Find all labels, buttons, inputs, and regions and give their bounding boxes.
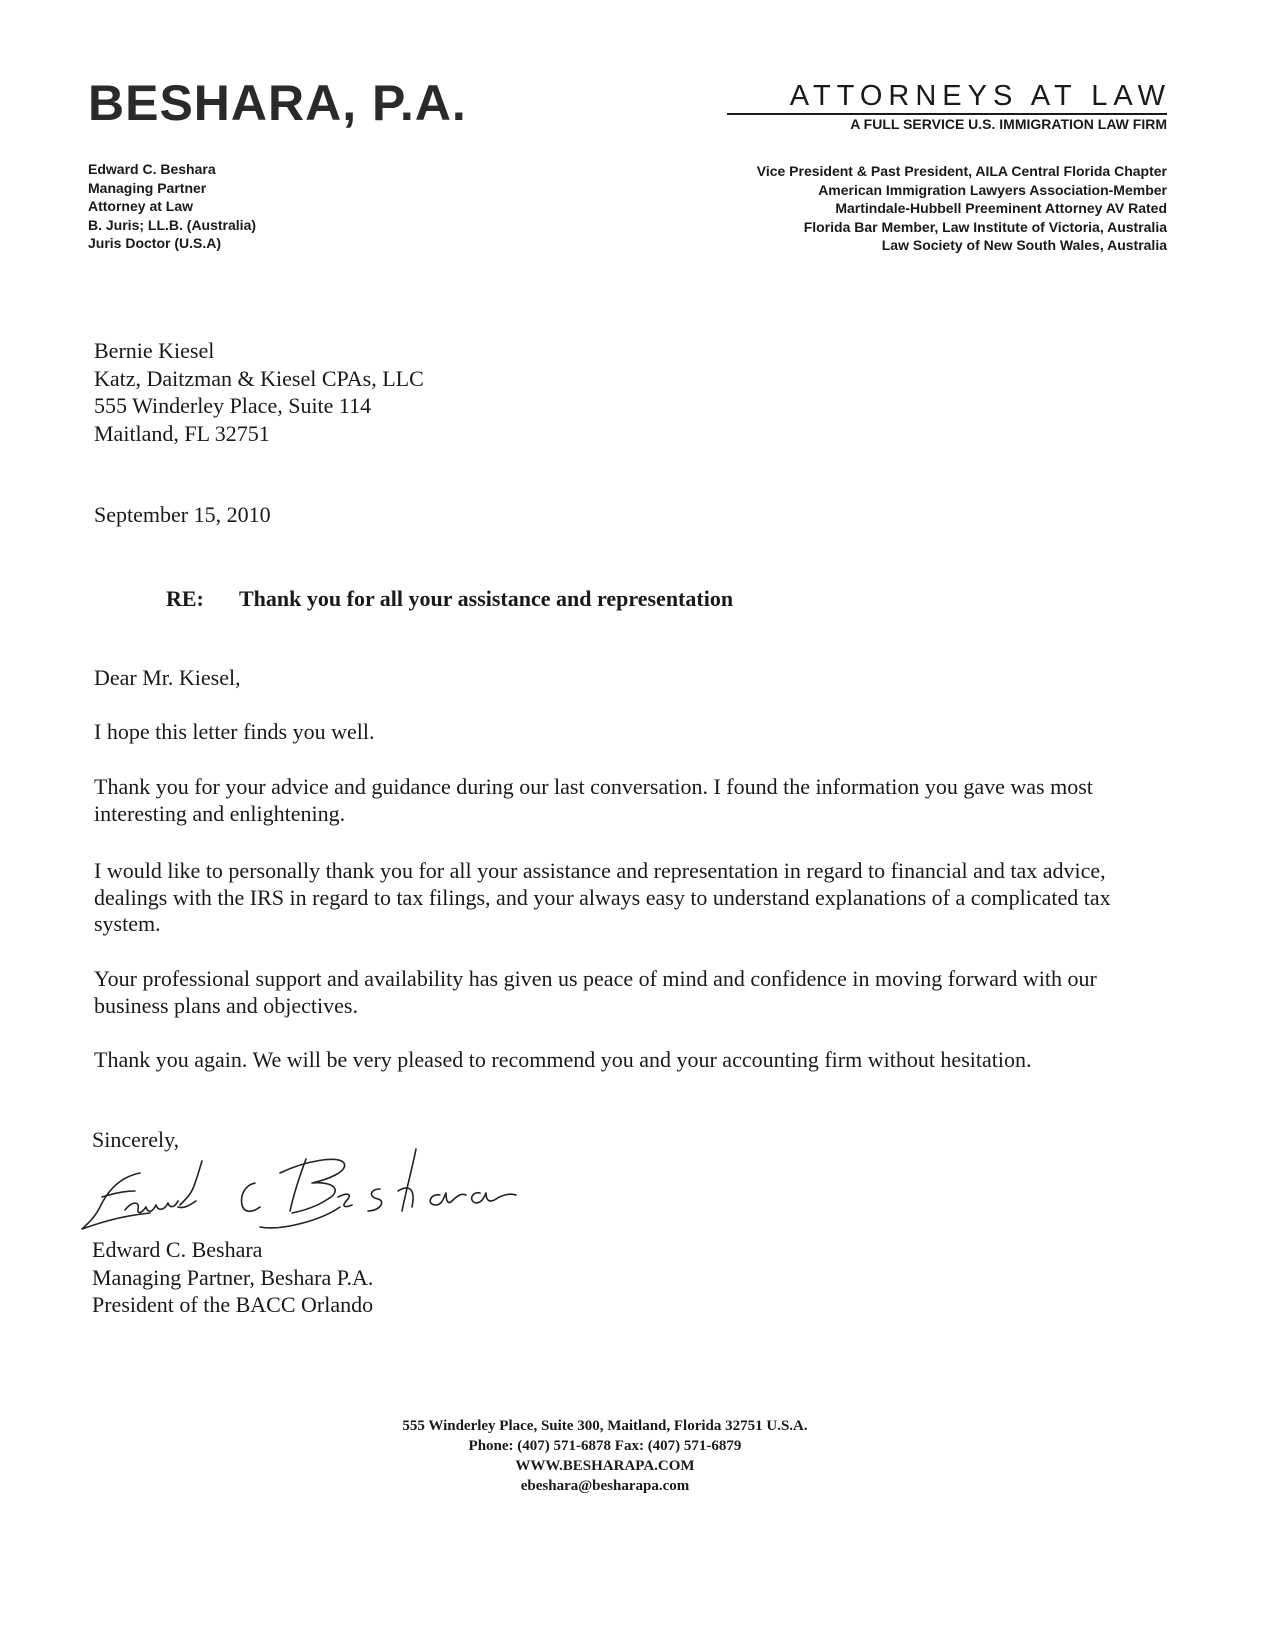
firm-affiliations: [757, 162, 1167, 255]
recipient-city: Maitland, FL 32751: [94, 420, 270, 446]
body-paragraph: Your professional support and availability has given us peace of mind and confidence in moving forward with our business plans and objectives.: [94, 966, 1097, 1018]
firm-subtitle: A FULL SERVICE U.S. IMMIGRATION LAW FIRM: [850, 116, 1167, 132]
affiliation-line: Law Society of New South Wales, Australia: [881, 237, 1167, 253]
credential-line: Edward C. Beshara: [88, 161, 216, 177]
subject-label: RE:: [166, 586, 204, 611]
body-paragraph: Thank you for your advice and guidance during our last conversation. I found the information you gave was most interesting and enlightening.: [94, 774, 1093, 826]
credential-line: Attorney at Law: [88, 198, 194, 214]
letter-footer: [0, 1416, 1210, 1496]
body-paragraph: Thank you again. We will be very pleased to recommend you and your accounting firm without hesitation.: [94, 1047, 1032, 1072]
handwritten-signature: [80, 1135, 520, 1235]
attorneys-at-law-title: ATTORNEYS AT LAW: [789, 80, 1171, 112]
affiliation-line: Martindale-Hubbell Preeminent Attorney AV Rated: [835, 200, 1167, 216]
closing: Sincerely,: [92, 1127, 180, 1152]
recipient-name: Bernie Kiesel: [94, 338, 215, 363]
body-paragraph: I hope this letter finds you well.: [94, 719, 375, 744]
letter-date: September 15, 2010: [94, 502, 271, 527]
title-underline: [727, 113, 1167, 115]
signer-role: President of the BACC Orlando: [92, 1292, 374, 1317]
credential-line: B. Juris; LL.B. (Australia): [88, 216, 257, 233]
salutation: Dear Mr. Kiesel,: [94, 665, 241, 690]
recipient-address: [94, 337, 424, 447]
signer-name: Edward C. Beshara: [92, 1237, 263, 1262]
signer-block: [92, 1236, 373, 1319]
attorney-credentials: [88, 160, 256, 253]
footer-phone-fax: Phone: (407) 571-6878 Fax: (407) 571-6879: [468, 1438, 742, 1454]
signer-title: Managing Partner, Beshara P.A.: [92, 1264, 374, 1290]
subject-line: [166, 585, 733, 612]
credential-line: Juris Doctor (U.S.A): [88, 235, 222, 251]
body-paragraph: I would like to personally thank you for all your assistance and representation in regard to financial and tax advice, dealings with the IRS in regard to tax filings, and your always easy to understand explanations of a complicated tax system.: [94, 858, 1111, 936]
footer-email: ebeshara@besharapa.com: [520, 1478, 690, 1494]
footer-website: WWW.BESHARAPA.COM: [515, 1458, 695, 1474]
footer-address: 555 Winderley Place, Suite 300, Maitland, Florida 32751 U.S.A.: [402, 1418, 808, 1434]
recipient-company: Katz, Daitzman & Kiesel CPAs, LLC: [94, 365, 424, 391]
affiliation-line: American Immigration Lawyers Association-Member: [818, 181, 1167, 198]
firm-name: BESHARA, P.A.: [88, 75, 467, 131]
recipient-street: 555 Winderley Place, Suite 114: [94, 393, 372, 418]
affiliation-line: Florida Bar Member, Law Institute of Victoria, Australia: [803, 218, 1167, 235]
affiliation-line: Vice President & Past President, AILA Central Florida Chapter: [756, 163, 1167, 179]
subject-text: Thank you for all your assistance and representation: [239, 586, 734, 611]
credential-line: Managing Partner: [88, 179, 207, 196]
